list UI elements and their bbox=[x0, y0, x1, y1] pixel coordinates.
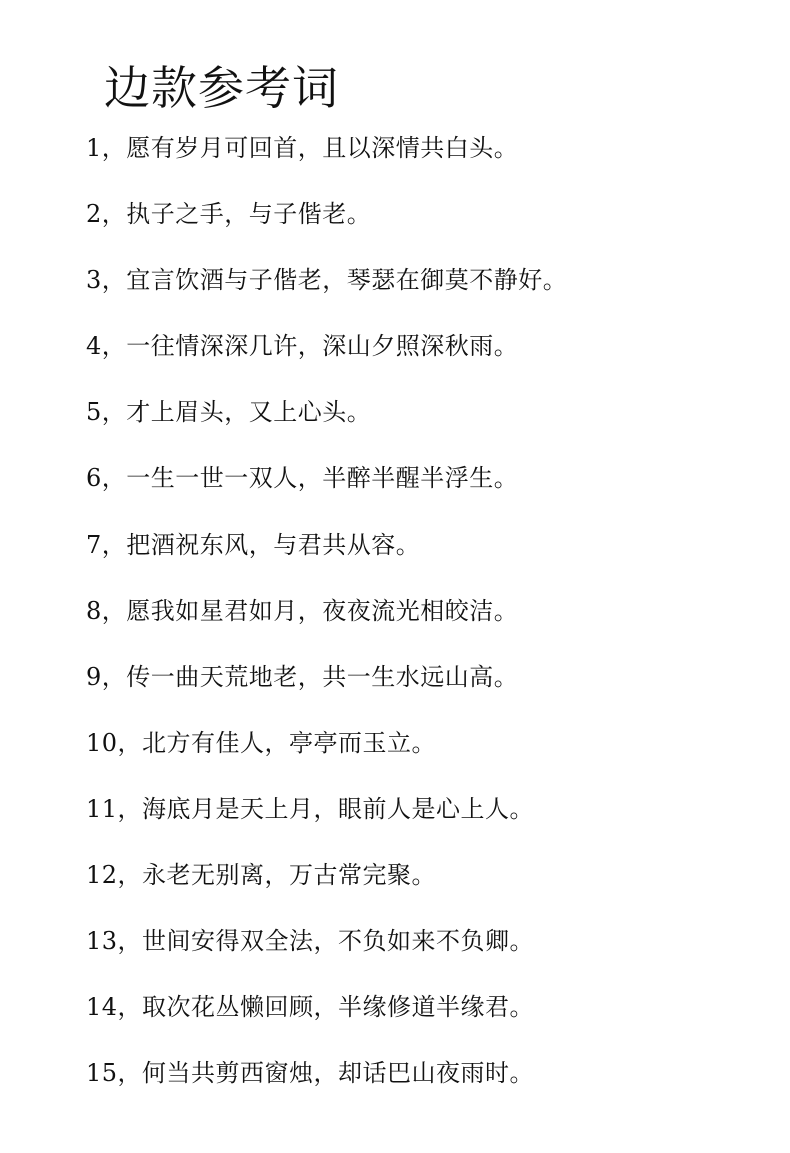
page-title: 边款参考词 bbox=[104, 61, 339, 115]
list-item: 11，海底月是天上月，眼前人是心上人。 bbox=[86, 794, 535, 823]
list-item: 12，永老无别离，万古常完聚。 bbox=[86, 861, 437, 890]
list-item: 9，传一曲天荒地老，共一生水远山高。 bbox=[86, 662, 519, 691]
phrase-list bbox=[86, 124, 567, 1115]
list-item: 8，愿我如星君如月，夜夜流光相皎洁。 bbox=[86, 596, 519, 625]
list-item: 10，北方有佳人，亭亭而玉立。 bbox=[86, 728, 437, 757]
list-item: 5，才上眉头，又上心头。 bbox=[86, 398, 372, 427]
list-item: 4，一往情深深几许，深山夕照深秋雨。 bbox=[86, 332, 519, 361]
list-item: 1，愿有岁月可回首，且以深情共白头。 bbox=[86, 134, 519, 162]
list-item: 6，一生一世一双人，半醉半醒半浮生。 bbox=[86, 464, 519, 493]
list-item: 3，宜言饮酒与子偕老，琴瑟在御莫不静好。 bbox=[86, 266, 568, 295]
list-item: 7，把酒祝东风，与君共从容。 bbox=[86, 530, 421, 559]
list-item: 13，世间安得双全法，不负如来不负卿。 bbox=[86, 927, 535, 956]
list-item: 2，执子之手，与子偕老。 bbox=[86, 200, 372, 229]
list-item: 15，何当共剪西窗烛，却话巴山夜雨时。 bbox=[86, 1059, 535, 1088]
list-item: 14，取次花丛懒回顾，半缘修道半缘君。 bbox=[86, 993, 535, 1022]
